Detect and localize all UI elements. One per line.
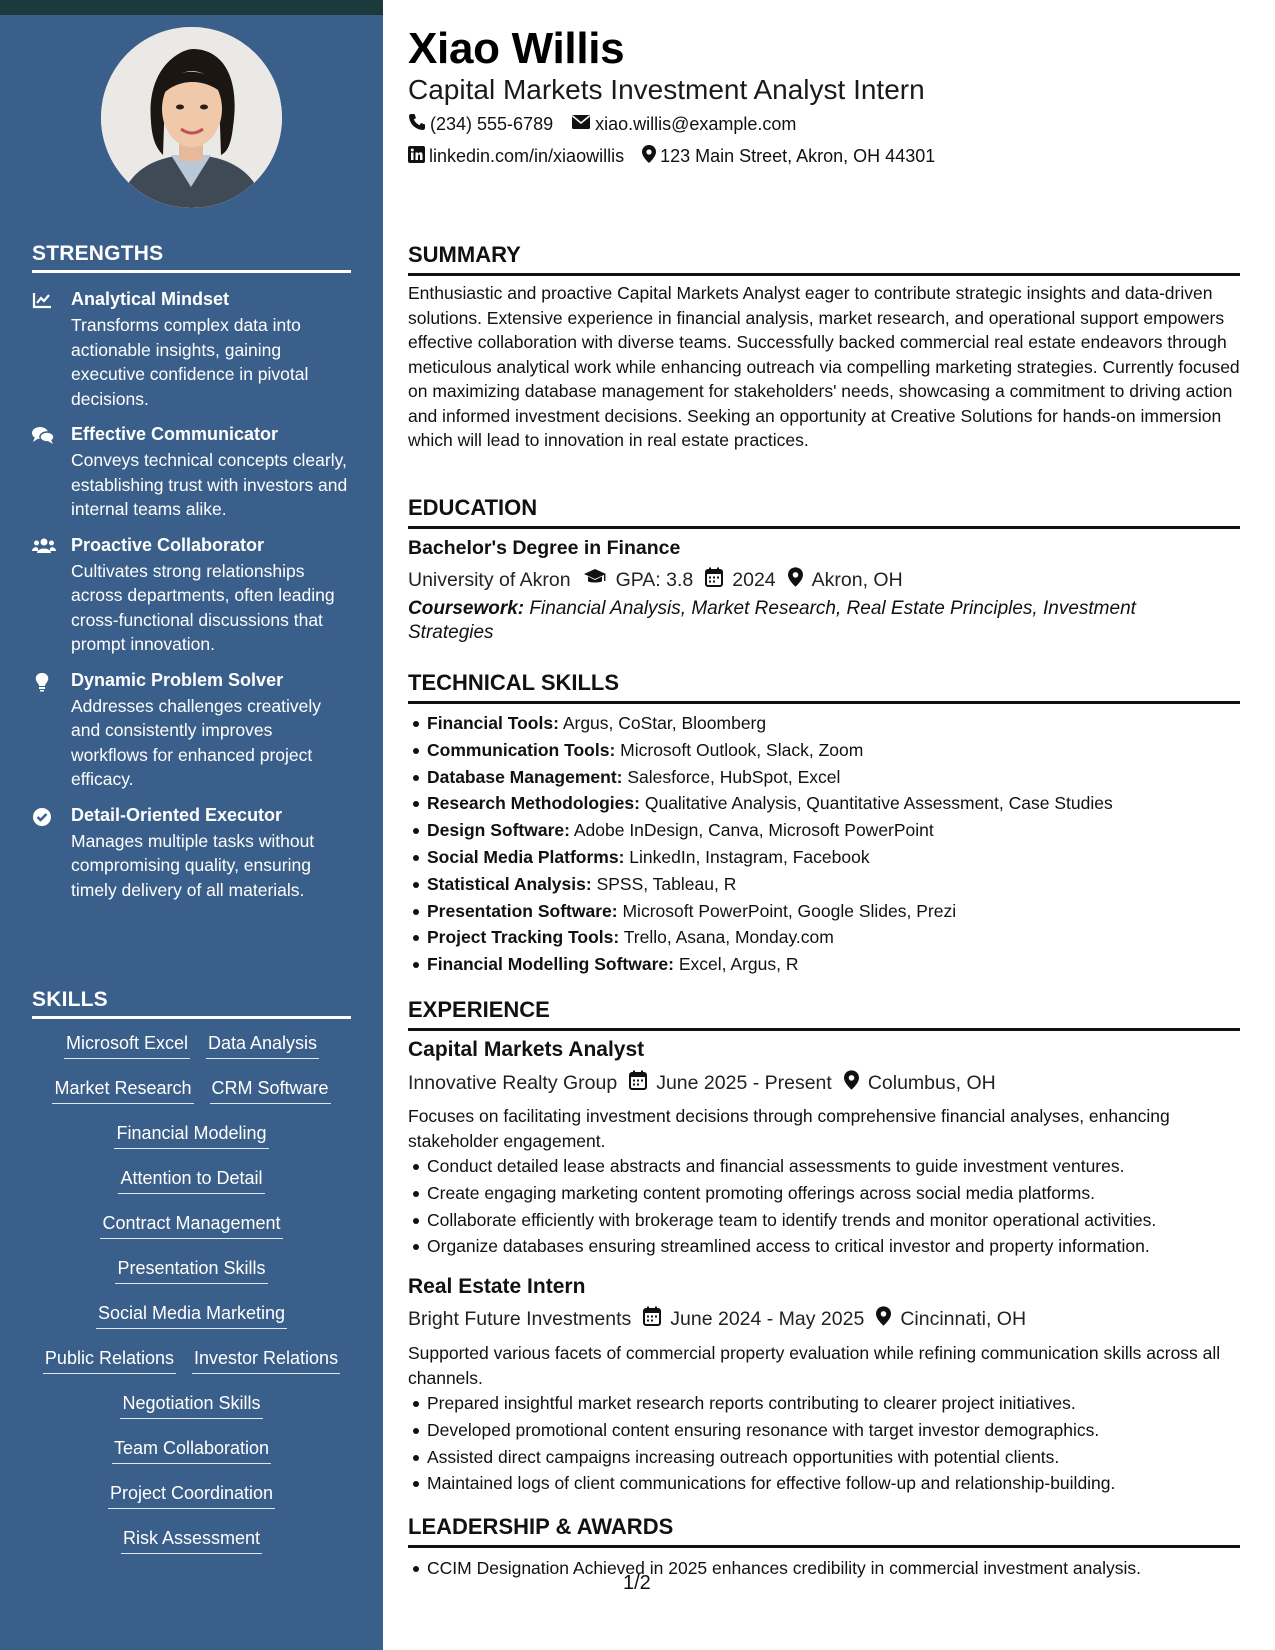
skills-row [28,1527,355,1572]
list-item [408,951,1240,978]
skill-category: Presentation Software: [427,900,618,921]
skill-values: Qualitative Analysis, Quantitative Assessment, Case Studies [644,793,1113,814]
job-title: Real Estate Intern [408,1275,586,1298]
skills-row [28,1347,355,1392]
list-item: Developed promotional content ensuring resonance with target investor demographics. [408,1417,1240,1444]
skill-category: Project Tracking Tools: [427,927,620,948]
skill-category: Design Software: [427,820,570,841]
strength-desc: Manages multiple tasks without compromising quality, ensuring timely delivery of all materials. [71,830,315,900]
strength-item [32,669,352,792]
map-pin-icon [844,1070,859,1096]
calendar-icon [629,1070,647,1096]
degree-title: Bachelor's Degree in Finance [408,537,681,559]
strength-desc: Addresses challenges creatively and consistently improves workflows for enhanced project efficacy. [71,695,321,789]
list-item: Assisted direct campaigns increasing outreach opportunities with potential clients. [408,1444,1240,1471]
contact-row [408,113,796,136]
strength-item [32,804,352,903]
education-heading: EDUCATION [408,495,1240,529]
skills-heading: SKILLS [32,988,351,1019]
skill-category: Social Media Platforms: [427,846,625,867]
list-item: Prepared insightful market research reports contributing to clearer project initiatives. [408,1390,1240,1417]
skill-tag: Investor Relations [192,1347,340,1374]
list-item: Organize databases ensuring streamlined access to critical investor and property information. [408,1233,1240,1260]
skill-category: Financial Tools: [427,713,559,733]
map-pin-icon [788,567,803,593]
skill-tag: Microsoft Excel [64,1032,190,1059]
users-icon [32,537,54,555]
summary-heading: SUMMARY [408,242,1240,276]
skills-row [28,1167,355,1212]
check-circle-icon [32,807,54,825]
skill-values: LinkedIn, Instagram, Facebook [629,846,870,867]
strength-title: Detail-Oriented Executor [71,804,283,825]
list-item [408,737,1240,764]
list-item [408,898,1240,925]
page-number: 1/2 [623,1572,651,1594]
skill-tag: Social Media Marketing [96,1302,287,1329]
list-item [408,710,1240,737]
skill-tag: Attention to Detail [118,1167,264,1194]
list-item: Create engaging marketing content promoting offerings across social media platforms. [408,1180,1240,1207]
skill-tag: Project Coordination [108,1482,275,1509]
skill-category: Financial Modelling Software: [427,954,674,975]
skill-values: Adobe InDesign, Canva, Microsoft PowerPoint [573,820,934,841]
job-dates: June 2024 - May 2025 [670,1307,865,1330]
technical-skills-list [408,710,1240,978]
graduation-year: 2024 [732,568,776,591]
skills-list [28,1032,355,1572]
email-text: xiao.willis@example.com [595,114,797,134]
list-item [408,817,1240,844]
summary-text: Enthusiastic and proactive Capital Markets Analyst eager to contribute strategic insights and data-driven solutions. Extensive experience in financial analysis, market research, and operational support empowers effective collaboration with diverse teams. Successfully backed commercial real estate endeavors through meticulous analytical work while enhancing outreach via compelling marketing strategies. Currently focused on maximizing database management for stakeholders' needs, showcasing a commitment to driving action and informed investment decisions. Seeking an opportunity at Creative Solutions for hands-on immersion which will lead to innovation in real estate practices. [408,283,1240,450]
address-text: 123 Main Street, Akron, OH 44301 [660,146,936,166]
profile-photo-illustration [101,27,282,208]
skill-tag: Contract Management [100,1212,282,1239]
skills-row [28,1077,355,1122]
list-item [408,871,1240,898]
coursework-label: Coursework: [408,598,525,619]
lightbulb-icon [32,672,54,690]
skill-values: SPSS, Tableau, R [596,873,737,894]
list-item [408,844,1240,871]
linkedin-text: linkedin.com/in/xiaowillis [429,146,625,166]
strengths-heading: STRENGTHS [32,242,351,273]
skill-category: Statistical Analysis: [427,873,592,894]
skill-tag: Presentation Skills [115,1257,267,1284]
strength-desc: Cultivates strong relationships across departments, often leading cross-functional discussions that prompt innovation. [71,560,335,654]
coursework [408,597,1208,645]
graduation-cap-icon [583,568,607,592]
candidate-title: Capital Markets Investment Analyst Intern [408,74,925,105]
skills-row [28,1302,355,1347]
line-chart-icon [32,291,54,309]
strength-item [32,423,352,522]
skill-values: Argus, CoStar, Bloomberg [562,713,767,733]
job-location: Cincinnati, OH [900,1307,1027,1330]
avatar [101,27,282,208]
strength-desc: Transforms complex data into actionable insights, gaining executive confidence in pivotal decisions. [71,315,309,409]
linkedin-icon [408,146,425,168]
skill-tag: Financial Modeling [114,1122,268,1149]
envelope-icon [571,114,591,135]
list-item [408,790,1240,817]
map-pin-icon [642,145,656,168]
candidate-name: Xiao Willis [408,24,625,73]
gpa-text: GPA: 3.8 [615,568,694,591]
experience-heading: EXPERIENCE [408,997,1240,1031]
skills-row [28,1392,355,1437]
skills-row [28,1257,355,1302]
skill-tag: Data Analysis [206,1032,319,1059]
company-name: Bright Future Investments [408,1307,632,1330]
skill-tag: Team Collaboration [112,1437,271,1464]
list-item [408,764,1240,791]
strength-item [32,288,352,411]
skill-tag: Risk Assessment [121,1527,262,1554]
job-bullets [408,1153,1240,1260]
sidebar-top-band [0,0,383,15]
contact-row [408,145,935,168]
phone-text: (234) 555-6789 [430,114,554,134]
strength-title: Analytical Mindset [71,289,230,309]
skill-values: Salesforce, HubSpot, Excel [627,766,841,787]
list-item: Conduct detailed lease abstracts and financial assessments to guide investment ventures. [408,1153,1240,1180]
coursework-list: Financial Analysis, Market Research, Real Estate Principles, Investment Strategies [408,598,1136,643]
phone-icon [408,113,426,136]
strength-title: Effective Communicator [71,424,279,444]
job-summary: Supported various facets of commercial property evaluation while refining communication skills across all channels. [408,1343,1221,1388]
leadership-heading: LEADERSHIP & AWARDS [408,1514,1240,1548]
contact-address [642,145,935,168]
skills-row [28,1437,355,1482]
map-pin-icon [876,1306,891,1332]
education-location: Akron, OH [811,568,903,591]
calendar-icon [705,567,723,593]
job-location: Columbus, OH [867,1071,996,1094]
strength-desc: Conveys technical concepts clearly, establishing trust with investors and internal teams alike. [71,450,348,519]
calendar-icon [643,1306,661,1332]
job-title: Capital Markets Analyst [408,1038,645,1061]
skill-tag: Negotiation Skills [120,1392,262,1419]
list-item: Collaborate efficiently with brokerage team to identify trends and monitor operational activities. [408,1207,1240,1234]
skill-tag: Public Relations [43,1347,176,1374]
skill-values: Microsoft PowerPoint, Google Slides, Prezi [622,900,957,921]
skill-values: Microsoft Outlook, Slack, Zoom [620,739,864,760]
job-bullets [408,1390,1240,1497]
list-item: Maintained logs of client communications for effective follow-up and relationship-building. [408,1470,1240,1497]
contact-email[interactable] [571,113,796,136]
company-name: Innovative Realty Group [408,1071,618,1094]
leadership-list [408,1555,1240,1582]
skills-row [28,1482,355,1527]
job-meta [408,1306,1026,1332]
strength-item [32,534,352,657]
education-meta [408,567,903,593]
school-name: University of Akron [408,568,571,591]
sidebar [0,0,383,1650]
skills-row [28,1212,355,1257]
list-item: CCIM Designation Achieved in 2025 enhances credibility in commercial investment analysis. [408,1555,1240,1582]
job-meta [408,1070,996,1096]
technical-skills-heading: TECHNICAL SKILLS [408,670,1240,704]
contact-phone [408,113,553,136]
job-dates: June 2025 - Present [656,1071,832,1094]
skills-row [28,1122,355,1167]
strength-title: Proactive Collaborator [71,534,265,555]
skills-row [28,1032,355,1077]
strengths-list [32,288,352,914]
job-summary: Focuses on facilitating investment decisions through comprehensive financial analyses, enhancing stakeholder engagement. [408,1106,1170,1151]
skill-category: Research Methodologies: [427,793,640,814]
chat-bubbles-icon [32,426,54,444]
skill-tag: Market Research [52,1077,193,1104]
skill-category: Database Management: [427,766,623,787]
list-item [408,924,1240,951]
skill-tag: CRM Software [210,1077,331,1104]
skill-category: Communication Tools: [427,739,616,760]
skill-values: Excel, Argus, R [678,954,799,975]
contact-linkedin[interactable] [408,145,624,168]
strength-title: Dynamic Problem Solver [71,669,284,690]
skill-values: Trello, Asana, Monday.com [623,927,834,948]
